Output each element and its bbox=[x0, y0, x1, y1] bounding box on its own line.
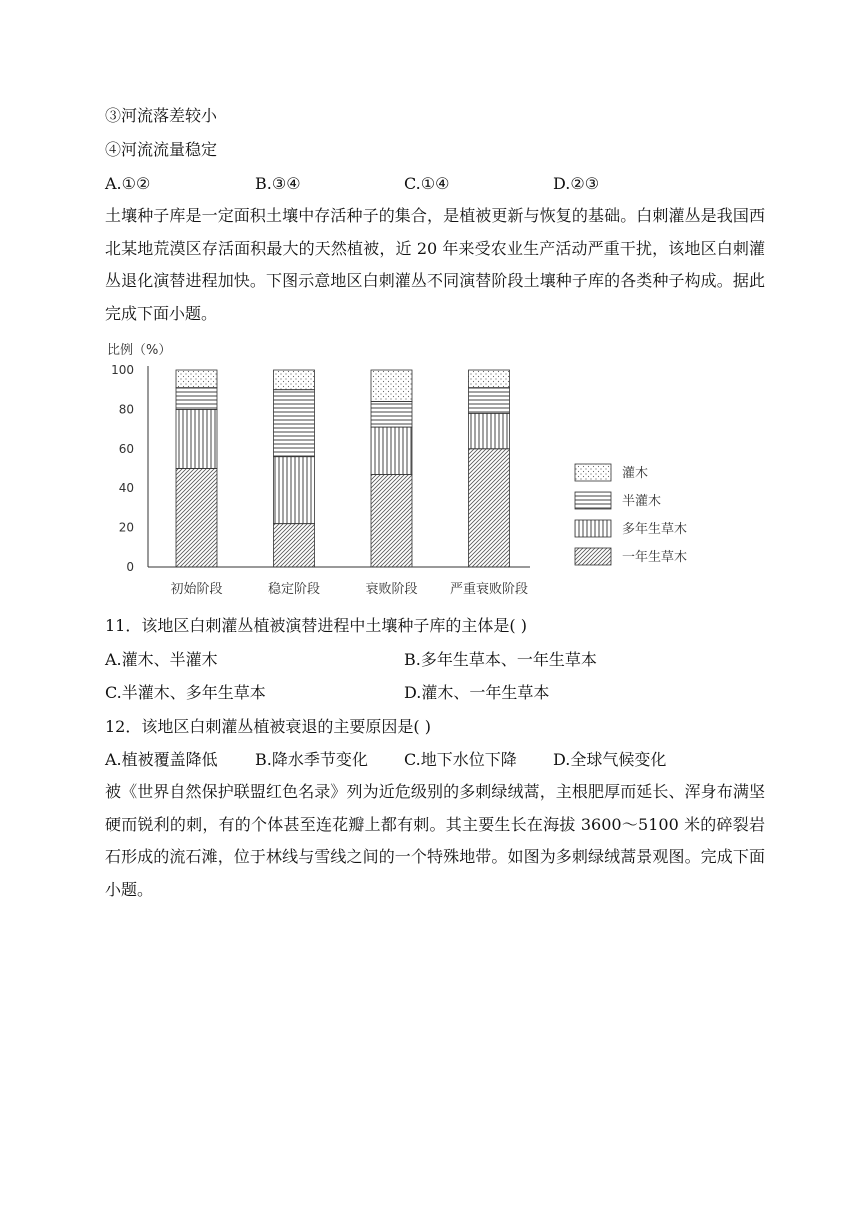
legend-swatch bbox=[575, 520, 611, 537]
q12-stem: 12．该地区白刺灌丛植被衰退的主要原因是( ) bbox=[105, 717, 431, 736]
q10-option-a: A.①② bbox=[105, 174, 151, 193]
q10-option-d: D.②③ bbox=[553, 174, 600, 193]
x-tick-label: 稳定阶段 bbox=[267, 582, 321, 597]
y-tick-label: 20 bbox=[118, 520, 134, 535]
bar-segment bbox=[274, 524, 315, 567]
statement-4: ④河流流量稳定 bbox=[105, 140, 218, 159]
y-tick-label: 100 bbox=[111, 363, 134, 377]
q10-option-b: B.③④ bbox=[255, 174, 301, 193]
legend-swatch bbox=[575, 548, 611, 565]
bar-segment bbox=[274, 390, 315, 457]
q11-option-b: B.多年生草本、一年生草本 bbox=[404, 650, 597, 669]
passage-meconopsis: 被《世界自然保护联盟红色名录》列为近危级别的多刺绿绒蒿，主根肥厚而延长、浑身布满坚硬而锐利的刺，有的个体甚至连花瓣上都有刺。其主要生长在海拔 3600～5100 米的碎裂岩石形成的流石滩，位于林线与雪线之间的一个特殊地带。如图为多刺绿绒蒿景观图。完成下面小题。 bbox=[105, 782, 765, 899]
statement-3: ③河流落差较小 bbox=[105, 106, 218, 125]
q10-option-c: C.①④ bbox=[404, 174, 450, 193]
bar-segment bbox=[371, 474, 412, 567]
legend-label: 灌木 bbox=[622, 466, 649, 481]
bar-segment bbox=[371, 370, 412, 402]
y-tick-label: 60 bbox=[118, 441, 134, 456]
x-tick-label: 严重衰败阶段 bbox=[449, 582, 529, 597]
q11-option-c: C.半灌木、多年生草本 bbox=[105, 683, 266, 702]
bar-segment bbox=[469, 388, 510, 414]
bar-segment bbox=[371, 402, 412, 428]
legend-label: 多年生草木 bbox=[622, 522, 688, 537]
bar-segment bbox=[371, 427, 412, 474]
passage-seed-bank: 土壤种子库是一定面积土壤中存活种子的集合，是植被更新与恢复的基础。白刺灌丛是我国西北某地荒漠区存活面积最大的天然植被，近 20 年来受农业生产活动严重干扰，该地区白刺灌丛退化演替进程加快。下图示意地区白刺灌丛不同演替阶段土壤种子库的各类种子构成。据此完成下面小题。 bbox=[105, 206, 765, 323]
q11-option-a: A.灌木、半灌木 bbox=[105, 650, 218, 669]
bar-segment bbox=[176, 370, 217, 388]
bar-segment bbox=[176, 409, 217, 468]
legend-label: 一年生草木 bbox=[622, 550, 688, 565]
q11-stem: 11．该地区白刺灌丛植被演替进程中土壤种子库的主体是( ) bbox=[105, 616, 527, 635]
bar-segment bbox=[176, 388, 217, 410]
q12-option-d: D.全球气候变化 bbox=[553, 750, 667, 769]
seed-bank-stacked-bar-chart bbox=[105, 338, 725, 610]
legend-label: 半灌木 bbox=[622, 494, 662, 509]
y-tick-label: 40 bbox=[118, 481, 134, 496]
x-tick-label: 衰败阶段 bbox=[365, 582, 418, 597]
legend-swatch bbox=[575, 492, 611, 509]
y-tick-label: 0 bbox=[126, 560, 134, 574]
bar-segment bbox=[469, 370, 510, 388]
q12-option-a: A.植被覆盖降低 bbox=[105, 750, 218, 769]
q11-option-d: D.灌木、一年生草本 bbox=[404, 683, 550, 702]
q12-option-b: B.降水季节变化 bbox=[255, 750, 368, 769]
bar-segment bbox=[469, 413, 510, 448]
legend-swatch bbox=[575, 464, 611, 481]
q12-option-c: C.地下水位下降 bbox=[404, 750, 517, 769]
bar-segment bbox=[469, 449, 510, 567]
y-tick-label: 80 bbox=[118, 402, 134, 417]
y-axis-title: 比例（%） bbox=[107, 343, 172, 358]
bar-segment bbox=[274, 457, 315, 524]
bar-segment bbox=[274, 370, 315, 390]
x-tick-label: 初始阶段 bbox=[170, 582, 223, 597]
bar-segment bbox=[176, 469, 217, 568]
